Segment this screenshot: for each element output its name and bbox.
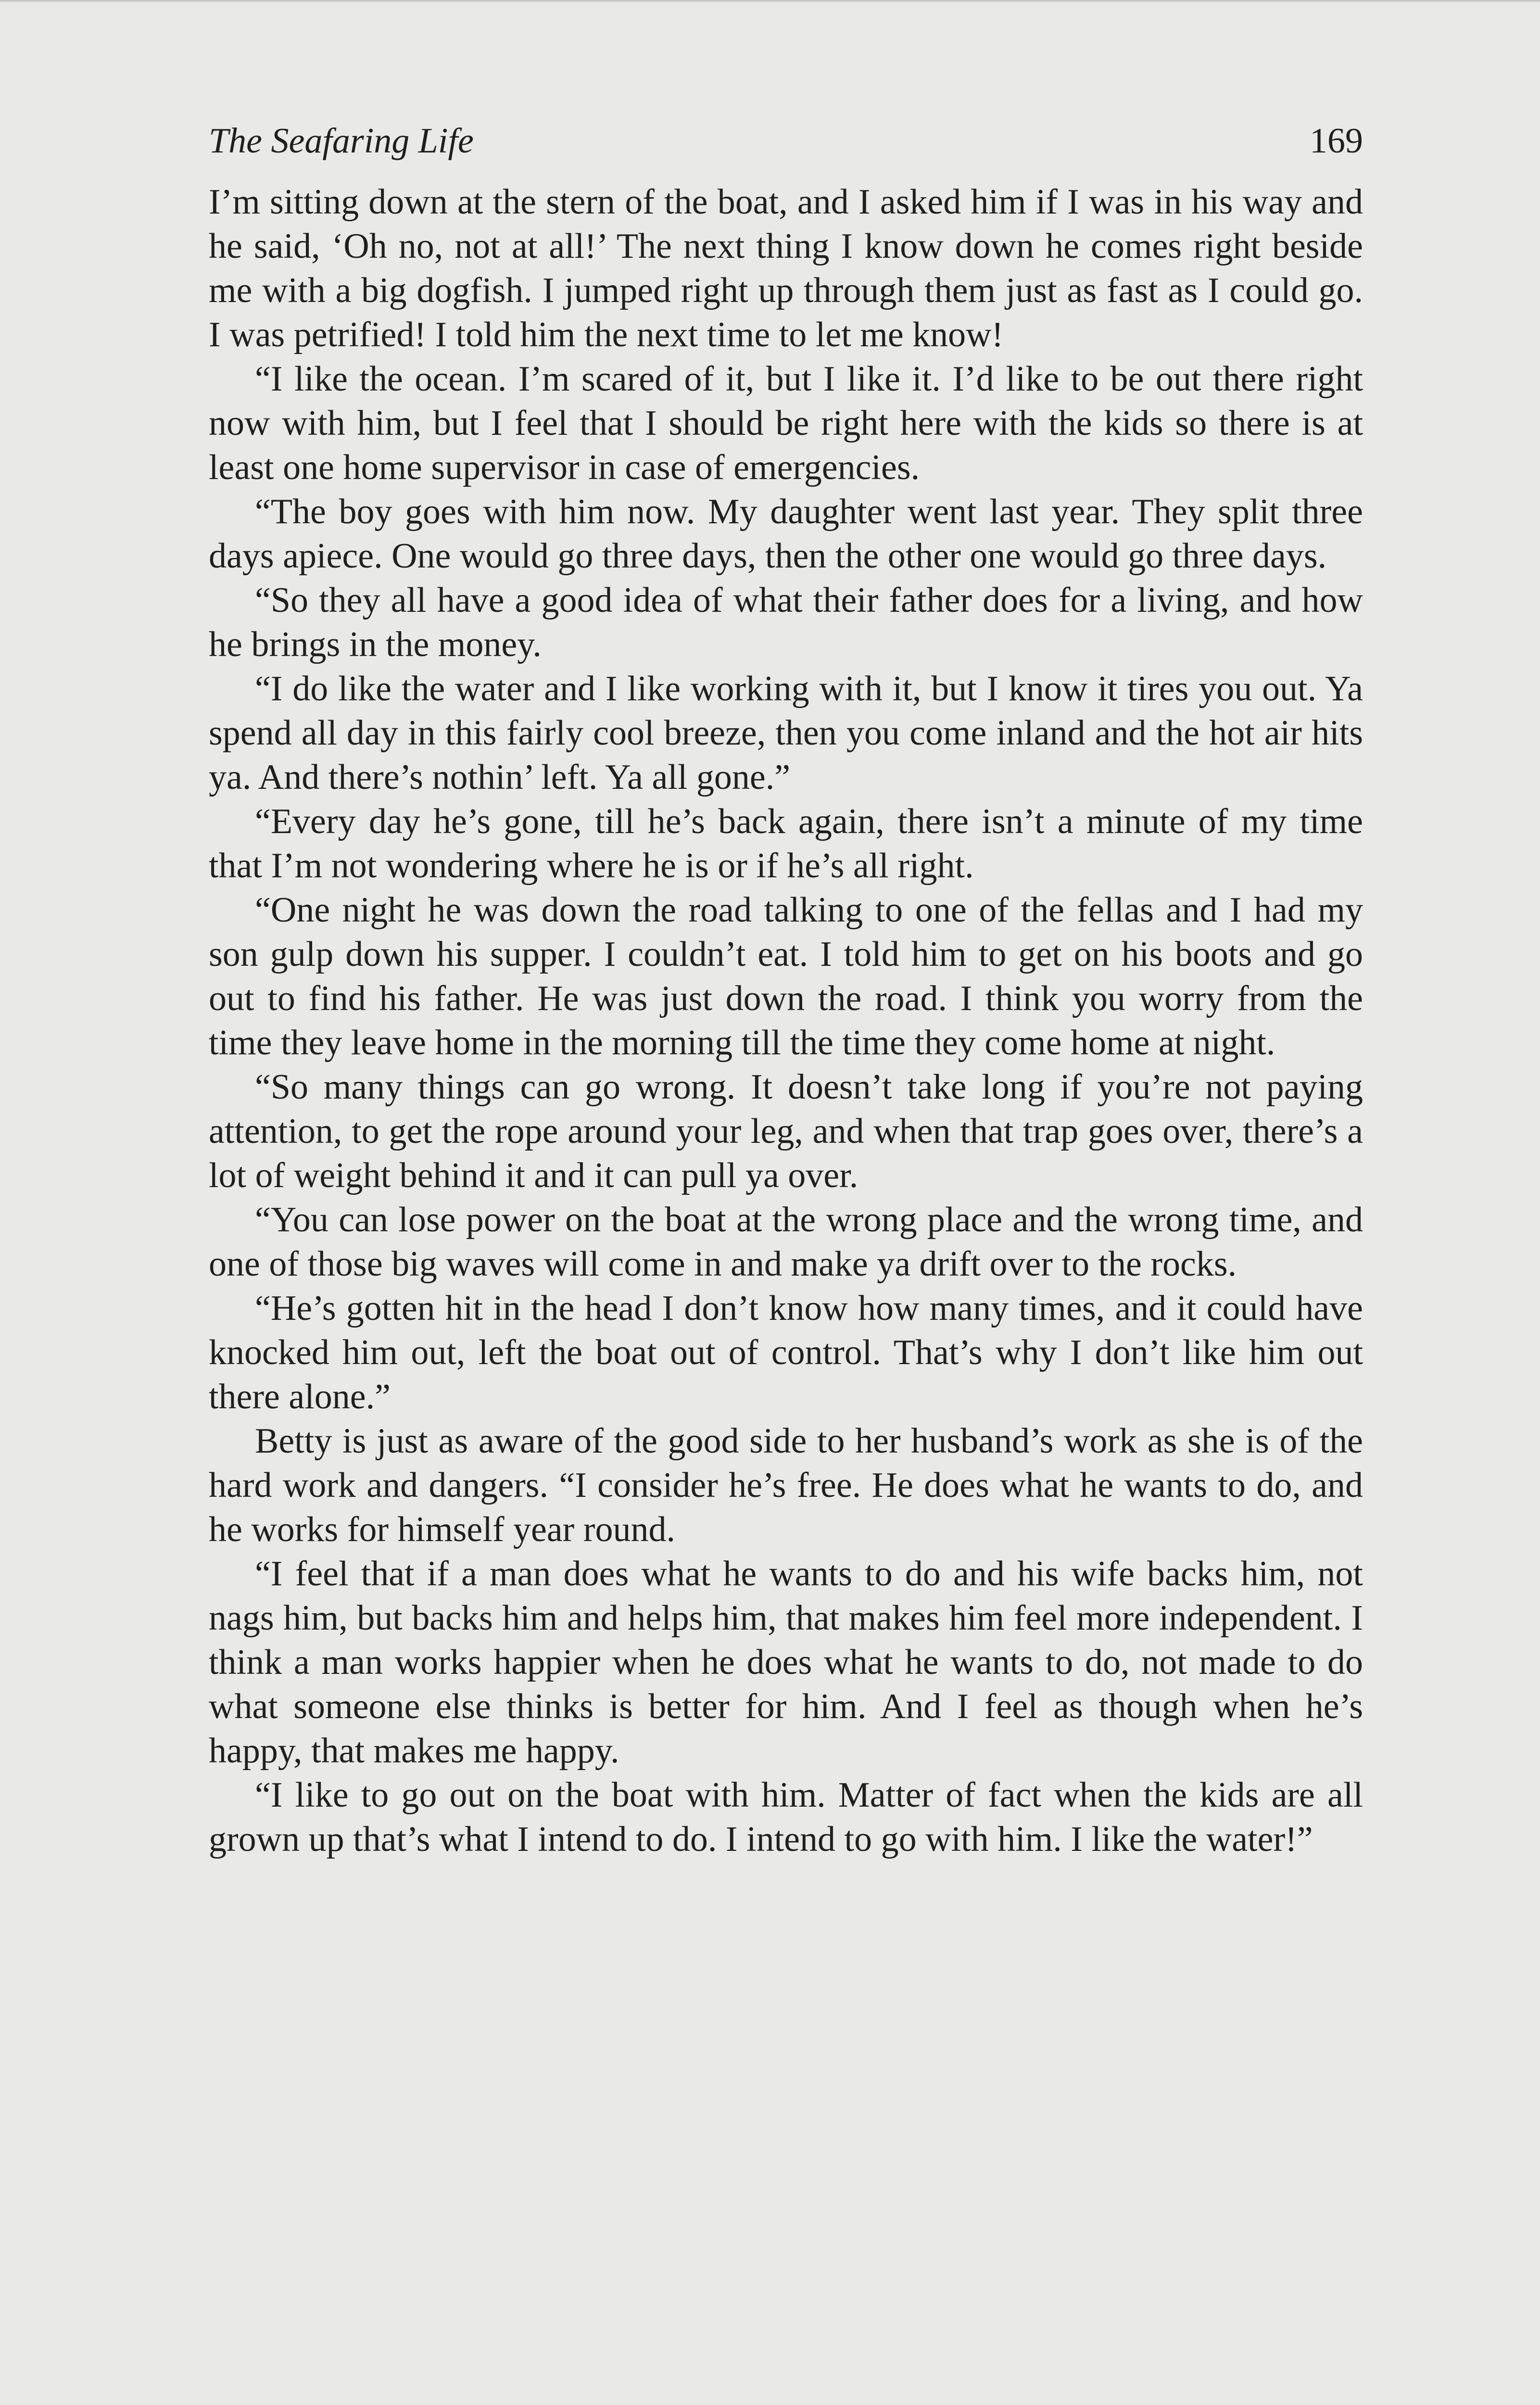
- running-head: [209, 114, 1363, 167]
- paragraph-9: “You can lose power on the boat at the wrong place and the wrong time, and one of those big waves will come in and make ya drift over to the rocks.: [209, 1200, 1363, 1284]
- paragraph-6: “Every day he’s gone, till he’s back again, there isn’t a minute of my time that I’m not wondering where he is or if he’s all right.: [209, 802, 1363, 886]
- body-text: [209, 180, 1363, 1861]
- paragraph-10: “He’s gotten hit in the head I don’t know how many times, and it could have knocked him out, left the boat out of control. That’s why I don’t like him out there alone.”: [209, 1289, 1363, 1417]
- paragraph-2: “I like the ocean. I’m scared of it, but I like it. I’d like to be out there right now with him, but I feel that I should be right here with the kids so there is at least one home supervisor in case of emergencies.: [209, 359, 1363, 487]
- paragraph-11: Betty is just as aware of the good side to her husband’s work as she is of the hard work and dangers. “I consider he’s free. He does what he wants to do, and he works for himself year round.: [209, 1421, 1363, 1549]
- paragraph-13: “I like to go out on the boat with him. Matter of fact when the kids are all grown up that’s what I intend to do. I intend to go with him. I like the water!”: [209, 1775, 1363, 1859]
- paragraph-5: “I do like the water and I like working with it, but I know it tires you out. Ya spend all day in this fairly cool breeze, then you come inland and the hot air hits ya. And there’s nothin’ left. Ya all gone.”: [209, 669, 1363, 797]
- paragraph-8: “So many things can go wrong. It doesn’t take long if you’re not paying attention, to get the rope around your leg, and when that trap goes over, there’s a lot of weight behind it and it can pull ya over.: [209, 1067, 1363, 1195]
- page-number: 169: [1310, 121, 1363, 161]
- paragraph-4: “So they all have a good idea of what their father does for a living, and how he brings in the money.: [209, 581, 1363, 664]
- paragraph-3: “The boy goes with him now. My daughter went last year. They split three days apiece. One would go three days, then the other one would go three days.: [209, 492, 1363, 576]
- running-title: The Seafaring Life: [209, 121, 474, 161]
- paragraph-7: “One night he was down the road talking to one of the fellas and I had my son gulp down his supper. I couldn’t eat. I told him to get on his boots and go out to find his father. He was just down the road. I think you worry from the time they leave home in the morning till the time they come home at night.: [209, 890, 1363, 1063]
- page-top-edge: [0, 0, 1540, 3]
- paragraph-1: I’m sitting down at the stern of the boat, and I asked him if I was in his way and he said, ‘Oh no, not at all!’ The next thing I know down he comes right beside me with a big dogfish. I jumped right up through them just as fast as I could go. I was petrified! I told him the next time to let me know!: [209, 182, 1363, 354]
- paragraph-12: “I feel that if a man does what he wants to do and his wife backs him, not nags him, but backs him and helps him, that makes him feel more independent. I think a man works happier when he does what he wants to do, not made to do what someone else thinks is better for him. And I feel as though when he’s happy, that makes me happy.: [209, 1554, 1363, 1771]
